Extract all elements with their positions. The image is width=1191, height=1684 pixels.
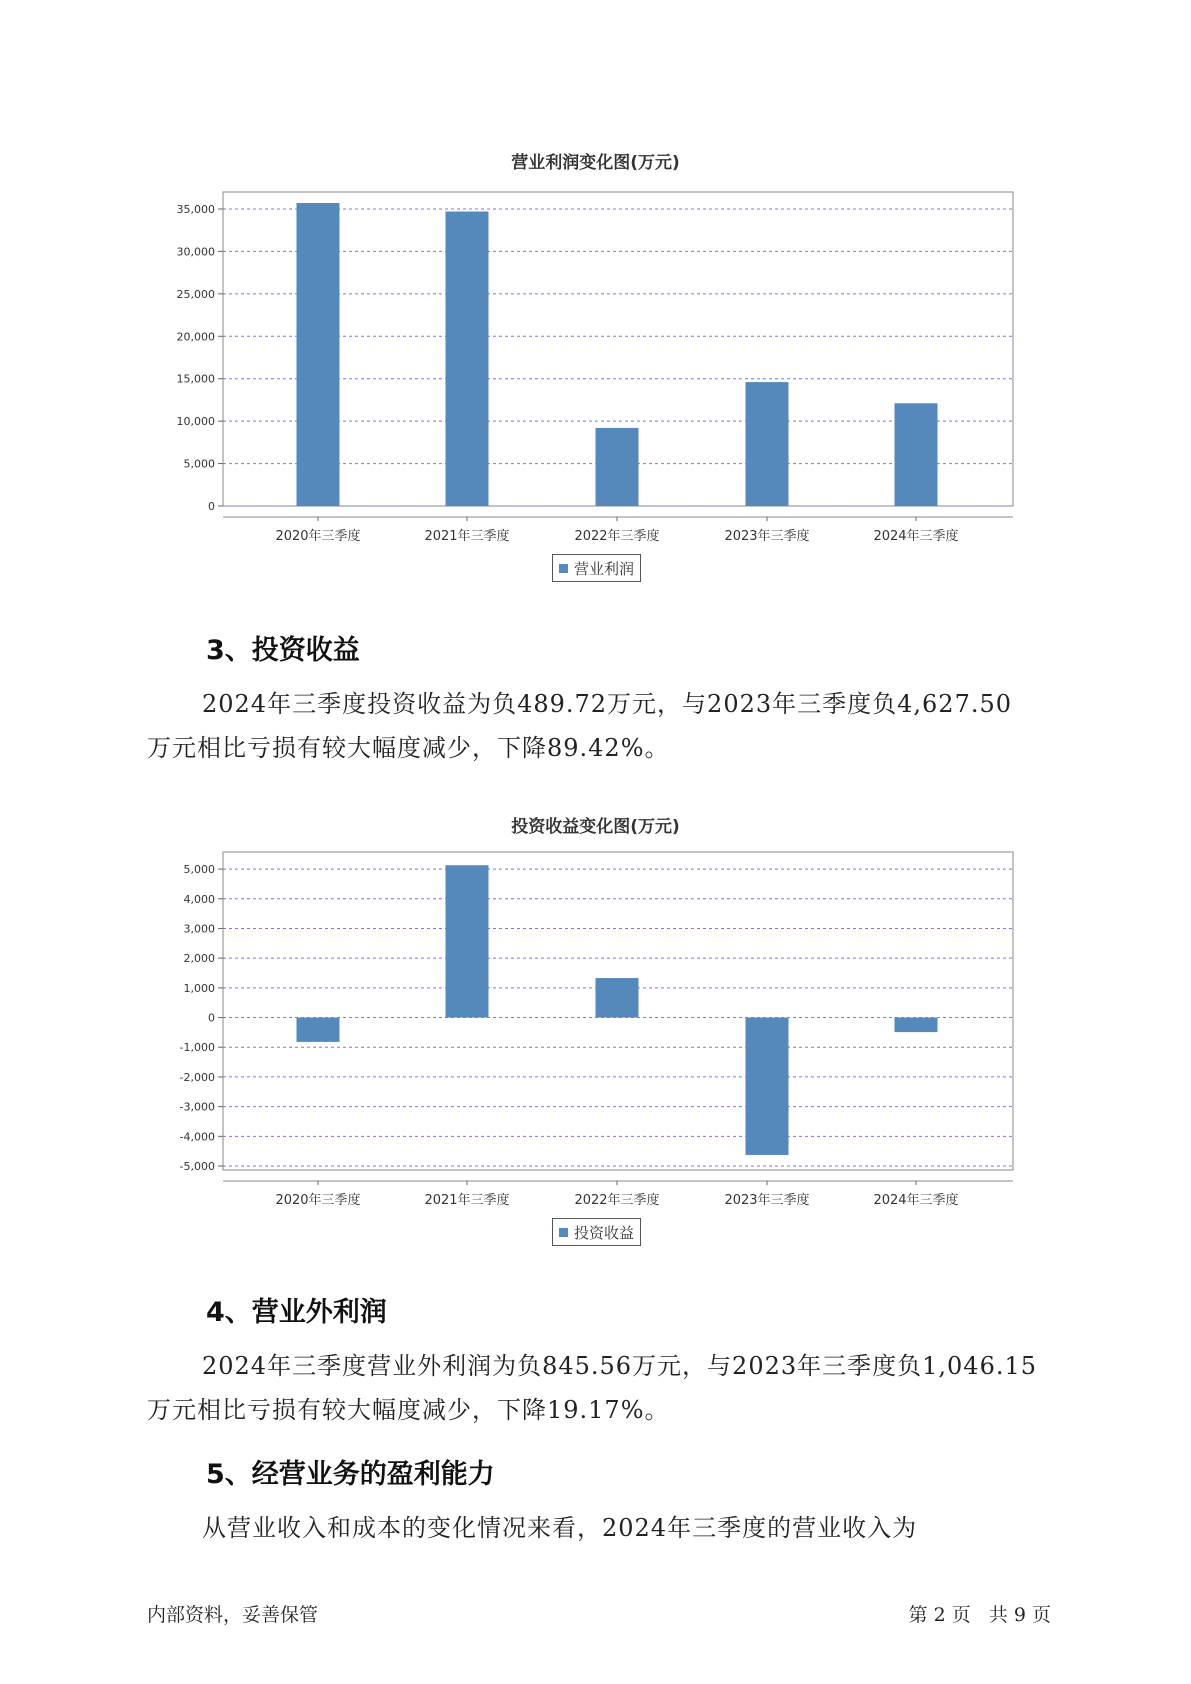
chart1-bar — [895, 403, 938, 506]
section3-line1: 2024年三季度投资收益为负489.72万元，与2023年三季度负4,627.50 — [202, 690, 1013, 718]
chart1-legend — [552, 554, 641, 582]
chart1-legend-label: 营业利润 — [574, 559, 635, 578]
chart2-legend — [552, 1218, 641, 1246]
chart2-bar — [746, 1018, 789, 1155]
chart1-xtick-label: 2020年三季度 — [275, 529, 361, 544]
chart2-investment-income — [0, 838, 1191, 1208]
chart2-xtick-label: 2024年三季度 — [873, 1193, 959, 1208]
chart1-ytick-label: 20,000 — [176, 330, 215, 344]
chart1-ytick-label: 25,000 — [176, 287, 215, 301]
section4-line2: 万元相比亏损有较大幅度减少，下降19.17%。 — [147, 1396, 670, 1424]
chart1-bar — [746, 382, 789, 506]
chart1-ytick-label: 35,000 — [176, 202, 215, 216]
legend-swatch-icon — [559, 1228, 568, 1237]
chart1-bar — [446, 212, 489, 506]
chart2-legend-label: 投资收益 — [574, 1223, 635, 1242]
chart2-ytick-label: 4,000 — [183, 892, 215, 906]
chart1-ytick-label: 30,000 — [176, 245, 215, 259]
chart1-ytick-label: 0 — [208, 500, 215, 513]
chart2-ytick-label: 1,000 — [183, 981, 215, 995]
legend-swatch-icon — [559, 564, 568, 573]
chart2-ytick-label: 2,000 — [183, 952, 215, 966]
chart1-xtick-label: 2021年三季度 — [424, 529, 510, 544]
section5-line1: 从营业收入和成本的变化情况来看，2024年三季度的营业收入为 — [202, 1514, 918, 1542]
chart2-ytick-label: -4,000 — [179, 1130, 215, 1144]
section4-line1: 2024年三季度营业外利润为负845.56万元，与2023年三季度负1,046.15 — [202, 1352, 1038, 1380]
chart1-ytick-label: 5,000 — [183, 457, 215, 471]
chart2-xtick-label: 2023年三季度 — [724, 1193, 810, 1208]
chart2-ytick-label: 3,000 — [183, 922, 215, 936]
chart2-ytick-label: -1,000 — [179, 1041, 215, 1055]
chart2-xtick-label: 2020年三季度 — [275, 1193, 361, 1208]
chart2-ytick-label: -3,000 — [179, 1100, 215, 1114]
footer-confidential: 内部资料，妥善保管 — [147, 1604, 319, 1626]
chart2-ytick-label: -2,000 — [179, 1070, 215, 1084]
chart2-bar — [895, 1018, 938, 1033]
chart1-operating-profit — [0, 170, 1191, 544]
chart2-bar — [297, 1018, 340, 1042]
chart1-bar — [596, 428, 639, 506]
section5-heading: 5、经营业务的盈利能力 — [206, 1459, 495, 1490]
chart2-ytick-label: 0 — [208, 1011, 215, 1025]
chart1-title: 营业利润变化图(万元) — [511, 153, 680, 173]
chart1-bar — [297, 203, 340, 506]
chart2-bar — [446, 865, 489, 1017]
section3-heading: 3、投资收益 — [206, 635, 360, 666]
chart2-bar — [596, 978, 639, 1017]
chart2-title: 投资收益变化图(万元) — [511, 817, 680, 837]
section3-line2: 万元相比亏损有较大幅度减少，下降89.42%。 — [147, 734, 670, 762]
section4-heading: 4、营业外利润 — [206, 1297, 387, 1328]
chart1-ytick-label: 15,000 — [176, 372, 215, 386]
chart1-xtick-label: 2024年三季度 — [873, 529, 959, 544]
chart2-ytick-label: -5,000 — [179, 1160, 215, 1174]
chart1-xtick-label: 2023年三季度 — [724, 529, 810, 544]
chart1-xtick-label: 2022年三季度 — [574, 529, 660, 544]
chart1-ytick-label: 10,000 — [176, 415, 215, 429]
chart2-xtick-label: 2022年三季度 — [574, 1193, 660, 1208]
chart2-ytick-label: 5,000 — [183, 863, 215, 877]
chart2-xtick-label: 2021年三季度 — [424, 1193, 510, 1208]
footer-page-number: 第 2 页 共 9 页 — [908, 1604, 1051, 1626]
